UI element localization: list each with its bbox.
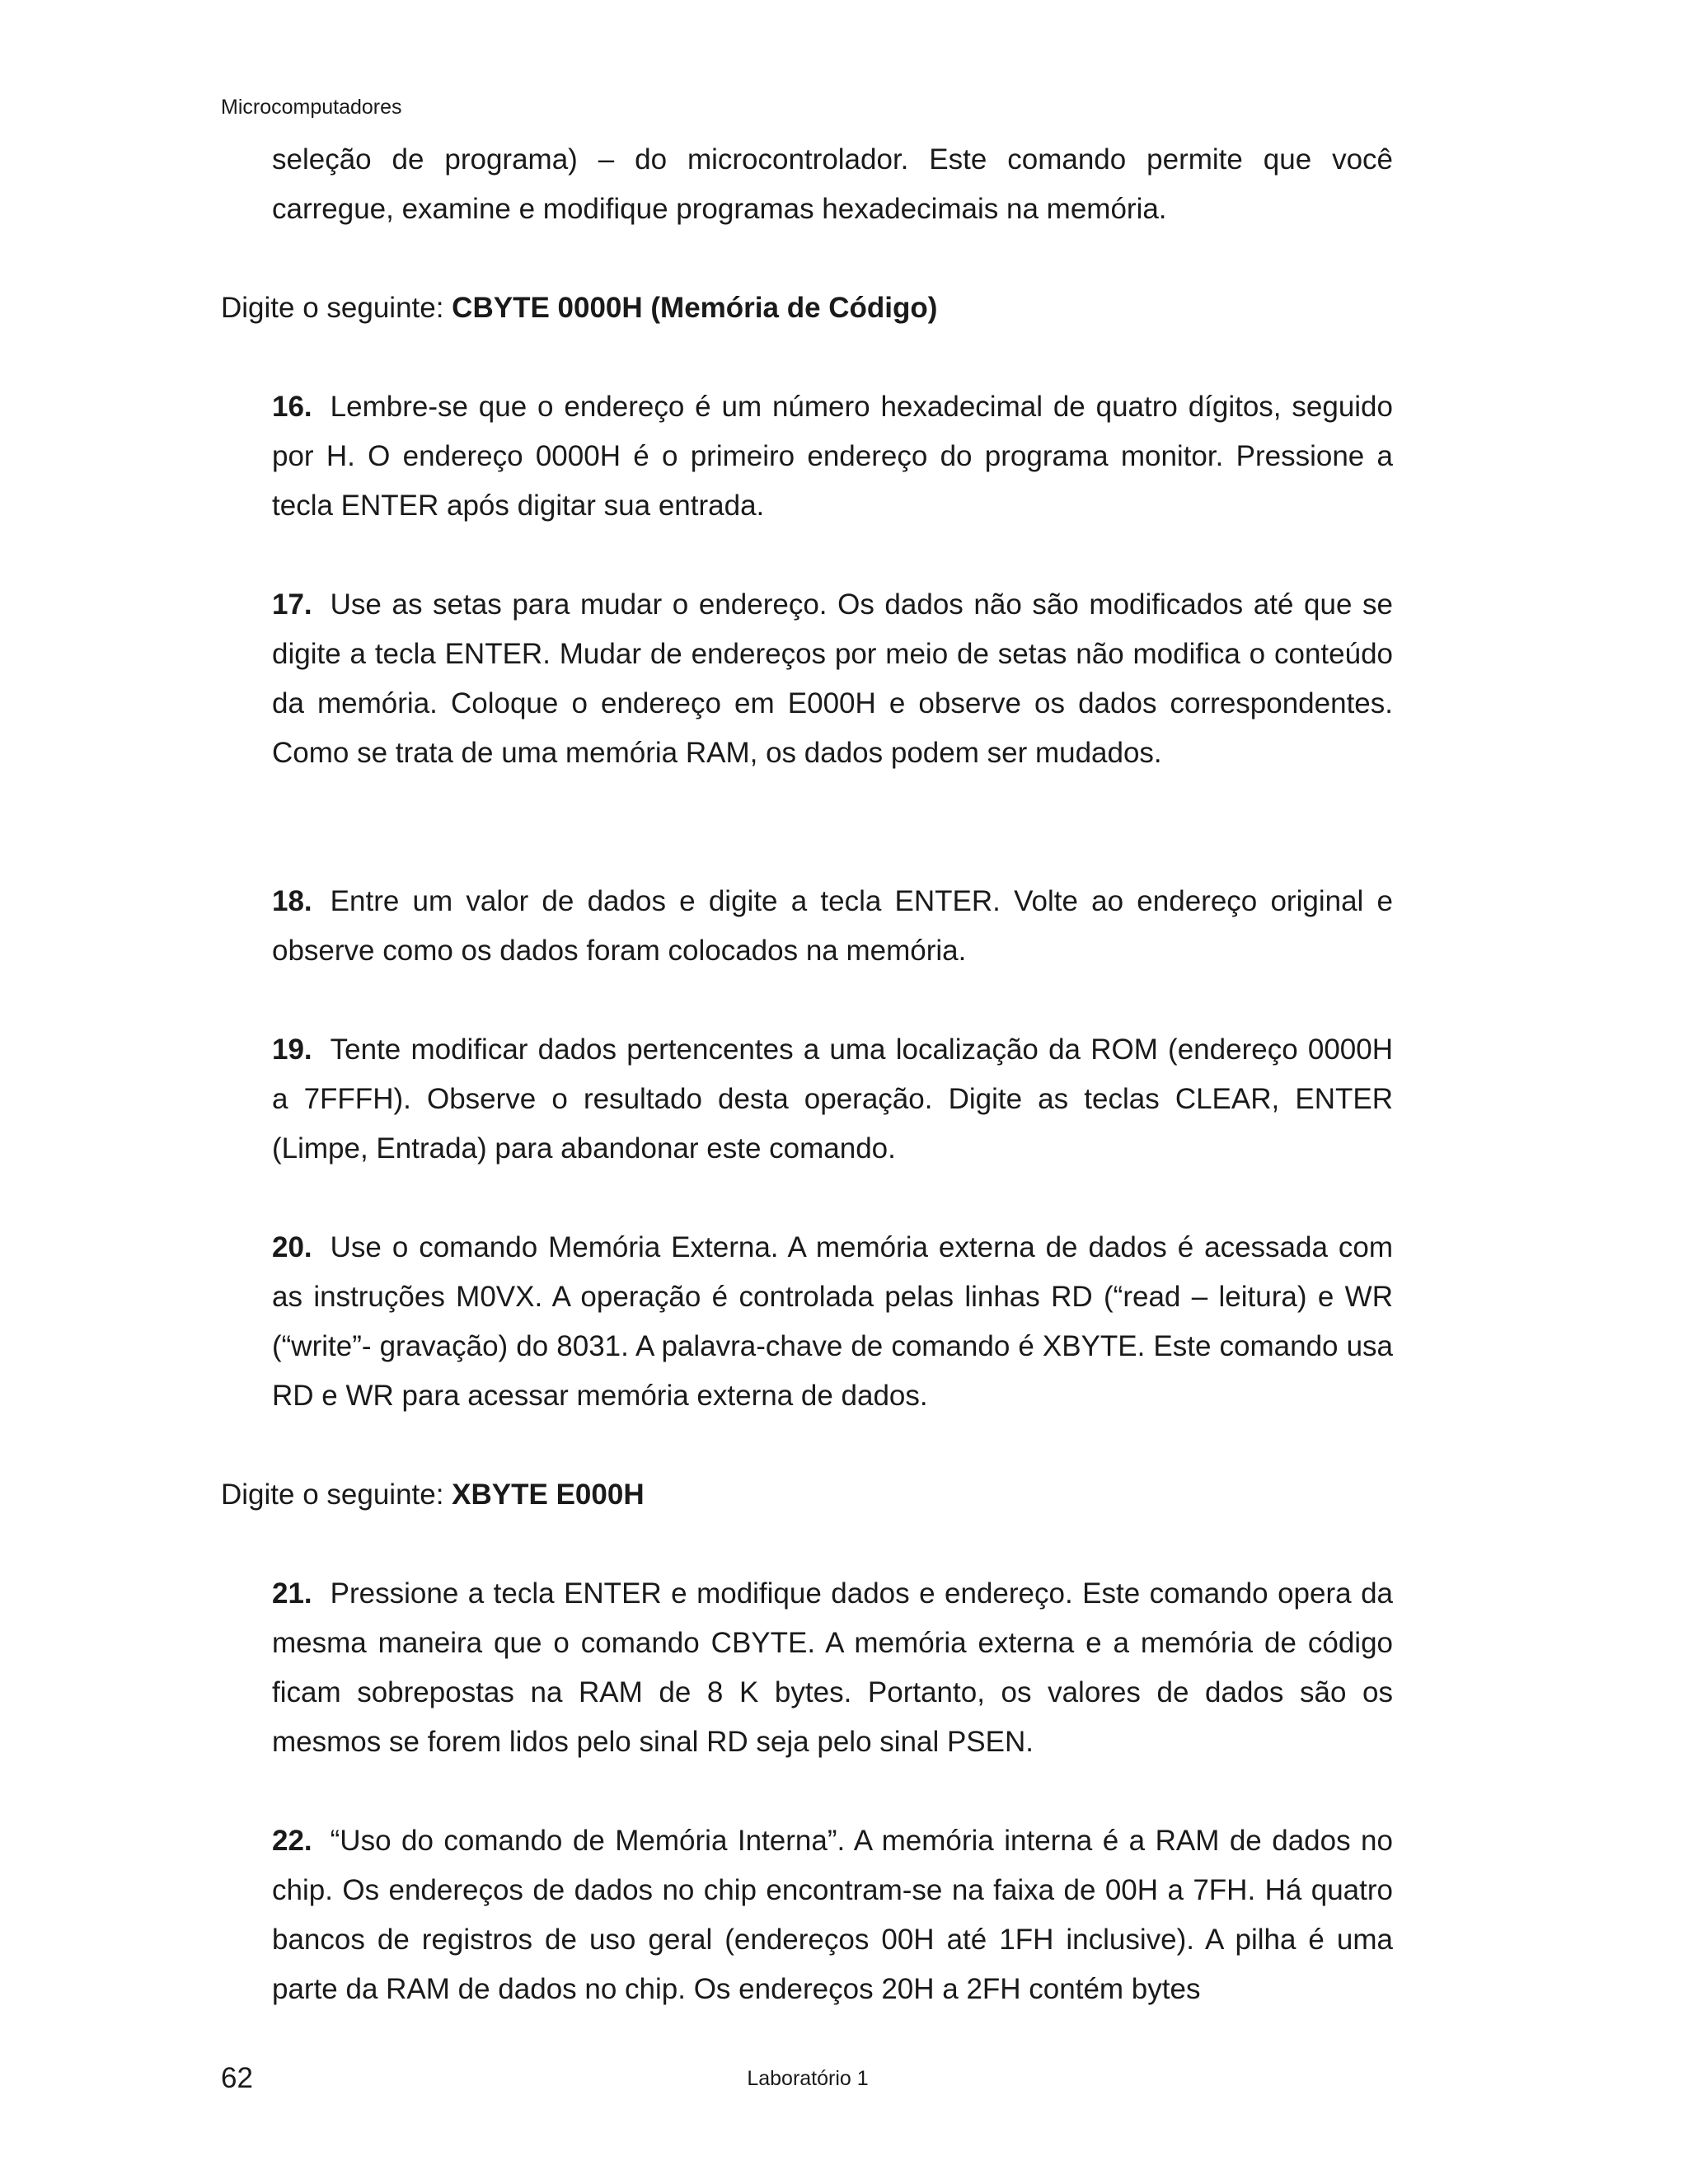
list-item-22: [272, 1816, 1393, 2014]
item-number: 16.: [272, 391, 312, 423]
item-number: 17.: [272, 588, 312, 621]
instruction-command: CBYTE 0000H (Memória de Código): [452, 292, 938, 324]
instruction-line-xbyte: [221, 1470, 1391, 1520]
item-number: 22.: [272, 1825, 312, 1857]
list-item-18: [272, 877, 1393, 976]
list-item-17: [272, 580, 1393, 778]
instruction-label: Digite o seguinte:: [221, 292, 452, 324]
item-number: 19.: [272, 1033, 312, 1066]
list-item-16: [272, 382, 1393, 531]
intro-paragraph: seleção de programa) – do microcontrolador. Este comando permite que você carregue, examine e modifique programas hexadecimais na memória.: [272, 143, 1393, 225]
instruction-line-cbyte: [221, 284, 1391, 333]
page-number: 62: [221, 2062, 253, 2094]
item-number: 20.: [272, 1231, 312, 1263]
item-number: 21.: [272, 1577, 312, 1610]
item-text: “Uso do comando de Memória Interna”. A memória interna é a RAM de dados no chip. Os endereços de dados no chip encontram-se na faixa de 00H a 7FH. Há quatro bancos de registros de uso geral (endereços 00H até 1FH inclusive). A pilha é uma parte da RAM de dados no chip. Os endereços 20H a 2FH contém bytes: [272, 1825, 1393, 2005]
item-number: 18.: [272, 885, 312, 917]
list-item-20: [272, 1223, 1393, 1421]
item-text: Tente modificar dados pertencentes a uma localização da ROM (endereço 0000H a 7FFFH). Observe o resultado desta operação. Digite as teclas CLEAR, ENTER (Limpe, Entrada) para abandonar este comando.: [272, 1033, 1393, 1165]
item-text: Pressione a tecla ENTER e modifique dados e endereço. Este comando opera da mesma maneira que o comando CBYTE. A memória externa e a memória de código ficam sobrepostas na RAM de 8 K bytes. Portanto, os valores de dados são os mesmos se forem lidos pelo sinal RD seja pelo sinal PSEN.: [272, 1577, 1393, 1758]
item-text: Use as setas para mudar o endereço. Os dados não são modificados até que se digite a tecla ENTER. Mudar de endereços por meio de setas não modifica o conteúdo da memória. Coloque o endereço em E000H e observe os dados correspondentes. Como se trata de uma memória RAM, os dados podem ser mudados.: [272, 588, 1393, 769]
instruction-command: XBYTE E000H: [452, 1479, 645, 1511]
item-text: Entre um valor de dados e digite a tecla ENTER. Volte ao endereço original e observe como os dados foram colocados na memória.: [272, 885, 1393, 967]
footer-title: Laboratório 1: [747, 2067, 869, 2090]
list-item-21: [272, 1569, 1393, 1767]
instruction-label: Digite o seguinte:: [221, 1479, 452, 1511]
list-item-19: [272, 1025, 1393, 1174]
item-text: Use o comando Memória Externa. A memória externa de dados é acessada com as instruções M0VX. A operação é controlada pelas linhas RD (“read – leitura) e WR (“write”- gravação) do 8031. A palavra-chave de comando é XBYTE. Este comando usa RD e WR para acessar memória externa de dados.: [272, 1231, 1393, 1412]
running-header: Microcomputadores: [221, 96, 402, 119]
item-text: Lembre-se que o endereço é um número hexadecimal de quatro dígitos, seguido por H. O endereço 0000H é o primeiro endereço do programa monitor. Pressione a tecla ENTER após digitar sua entrada.: [272, 391, 1393, 522]
